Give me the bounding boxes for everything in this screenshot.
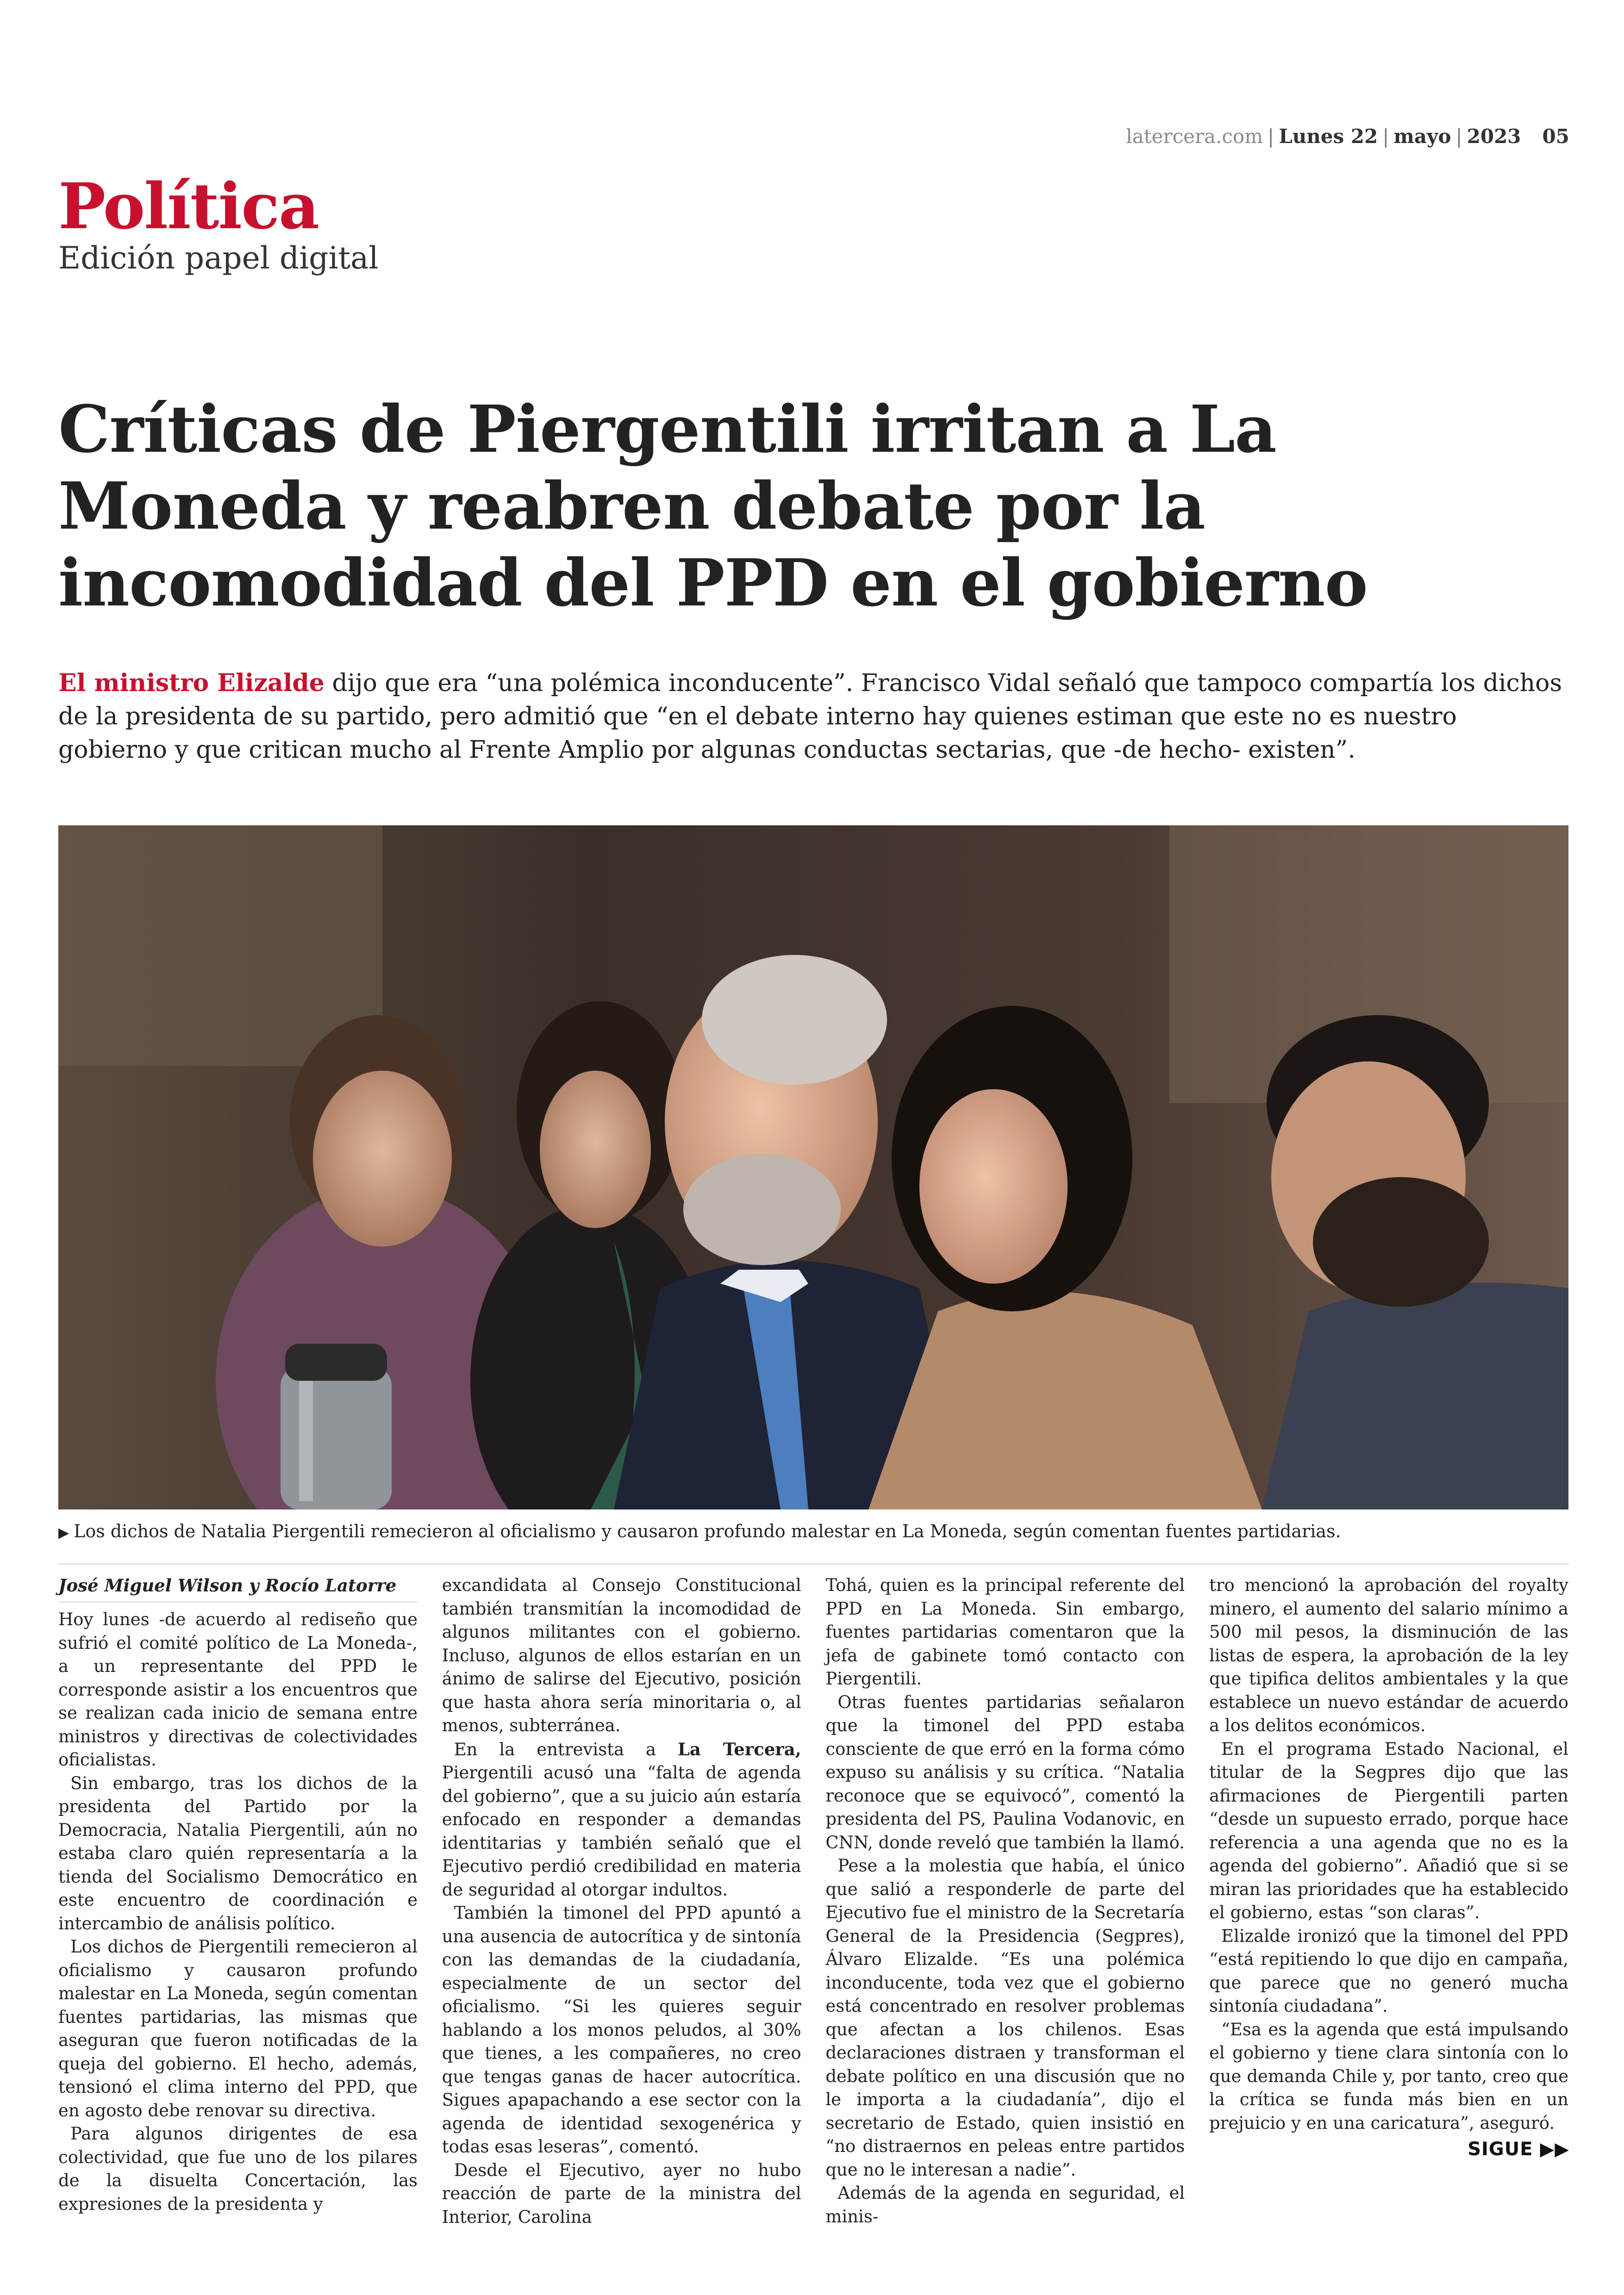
paragraph-rest: Piergentili acusó una “falta de agenda del gobierno”, que a su juicio aún estaría enfocado en responder a demandas identitarias y también señaló que el Ejecutivo perdió credibilidad en materia de seguridad al otorgar indultos. — [442, 1763, 801, 1900]
body-column-3 — [825, 1574, 1185, 2226]
lede-text: dijo que era “una polémica inconducente”. Francisco Vidal señaló que tampoco compartía los dichos de la presidenta de su partido, pero admitió que “en el debate interno hay quienes estiman que este no es nuestro gobierno y que critican mucho al Frente Amplio por algunas conductas sectarias, que -de hecho- existen”. — [58, 669, 1562, 764]
paragraph: También la timonel del PPD apuntó a una ausencia de autocrítica y de sintonía con las demandas de la ciudadanía, especialmente de un sector del oficialismo. “Si les quieres seguir hablando a los monos peludos, al 30% que tienes, a les compañeres, no creo que tengas ganas de hacer autocrítica. Sigues apapachando a ese sector con la agenda de identidad sexogenérica y todas esas leseras”, comentó. — [442, 1903, 801, 2157]
paragraph: Además de la agenda en seguridad, el minis- — [825, 2183, 1185, 2226]
paragraph: Para algunos dirigentes de esa colectividad, que fue uno de los pilares de la disuelta Concertación, las expresiones de la presidenta y — [58, 2124, 418, 2214]
paragraph: Otras fuentes partidarias señalaron que la timonel del PPD estaba consciente de que erró en la forma cómo expuso su análisis y su crítica. “Natalia reconoce que se equivocó”, comentó la presidenta del PS, Paulina Vodanovic, en CNN, donde reveló que también la llamó. — [825, 1692, 1185, 1852]
paragraph: Elizalde ironizó que la timonel del PPD “está repitiendo lo que dijo en campaña, que parece que no generó mucha sintonía ciudadana”. — [1209, 1926, 1568, 2016]
caption-text: Los dichos de Natalia Piergentili remecieron al oficialismo y causaron profundo malestar en La Moneda, según comentan fuentes partidarias. — [74, 1521, 1341, 1541]
paragraph: “Esa es la agenda que está impulsando el gobierno y tiene clara sintonía con lo que demanda Chile y, por tanto, creo que la crítica se funda más bien en un prejuicio y en una caricatura”, aseguró. — [1209, 2019, 1568, 2133]
article-lede — [58, 667, 1568, 767]
continue-link[interactable]: SIGUE ▶▶ — [1468, 2139, 1569, 2160]
masthead-year: 2023 — [1467, 125, 1521, 148]
paragraph: tro mencionó la aprobación del royalty minero, el aumento del salario mínimo a 500 mil pesos, la disminución de las listas de espera, la aprobación de la ley que tipifica delitos ambientales y la que establece un nuevo estándar de acuerdo a los delitos económicos. — [1209, 1575, 1568, 1735]
paragraph-start: En la entrevista a — [454, 1739, 656, 1759]
paragraph: Sin embargo, tras los dichos de la presidenta del Partido por la Democracia, Natalia Piergentili, aún no estaba claro quién representaría a la tienda del Socialismo Democrático en este encuentro de coordinación e intercambio de análisis político. — [58, 1773, 418, 1933]
lede-lead: El ministro Elizalde — [58, 669, 325, 697]
article-headline: Críticas de Piergentili irritan a La Moneda y reabren debate por la incomodidad del PPD en el gobierno — [58, 392, 1368, 621]
body-column-1 — [58, 1574, 418, 2214]
masthead-day: Lunes 22 — [1279, 125, 1378, 148]
body-column-2 — [442, 1574, 801, 2227]
paragraph: Pese a la molestia que había, el único que salió a responderle de parte del Ejecutivo fue el ministro de la Secretaría General de la Presidencia (Segpres), Álvaro Elizalde. “Es una polémica inconducente, toda vez que el gobierno está concentrado en resolver problemas que afectan a los chilenos. Esas declaraciones distraen y transforman el debate político en una discusión que no le importa a la ciudadanía”, dijo el secretario de Estado, quien insistió en “no distraernos en peleas entre partidos que no le interesan a nadie”. — [825, 1856, 1185, 2180]
divider — [58, 1564, 1568, 1565]
page-number: 05 — [1542, 125, 1569, 148]
photo-caption — [58, 1520, 1568, 1545]
paragraph: Desde el Ejecutivo, ayer no hubo reacción de parte de la ministra del Interior, Carolina — [442, 2160, 801, 2227]
masthead-month: mayo — [1393, 125, 1451, 148]
body-column-4 — [1209, 1574, 1568, 2185]
paragraph: excandidata al Consejo Constitucional también transmitían la incomodidad de algunos militantes con el gobierno. Incluso, algunos de ellos estarían en un ánimo de salirse del Ejecutivo, posición que hasta ahora sería minoritaria o, al menos, subterránea. — [442, 1575, 801, 1735]
paragraph: Hoy lunes -de acuerdo al rediseño que sufrió el comité político de La Moneda-, a un representante del PPD le corresponde asistir a los encuentros que se realizan cada inicio de semana entre ministros y directivas de colectividades oficialistas. — [58, 1609, 418, 1770]
paragraph: En el programa Estado Nacional, el titular de la Segpres dijo que las afirmaciones de Piergentili parten “desde un supuesto errado, porque hace referencia a una agenda que no es la agenda del gobierno”. Añadió que si se miran las prioridades que ha establecido el gobierno, estas “son claras”. — [1209, 1739, 1568, 1922]
photo-illustration — [58, 825, 1568, 1509]
article-body — [58, 1574, 1568, 2227]
masthead-site[interactable]: latercera.com — [1126, 125, 1263, 148]
section-title: Política — [58, 169, 319, 243]
paragraph: Tohá, quien es la principal referente del PPD en La Moneda. Sin embargo, fuentes partidarias comentaron que la jefa de gabinete tomó contacto con Piergentili. — [825, 1575, 1185, 1689]
section-subtitle: Edición papel digital — [58, 240, 379, 276]
section-header — [58, 169, 379, 276]
paragraph: Los dichos de Piergentili remecieron al oficialismo y causaron profundo malestar en La Moneda, según comentan fuentes partidarias, las mismas que aseguran que fueron notificadas de la queja del gobierno. El hecho, además, tensionó el clima interno del PPD, que en agosto debe renovar su directiva. — [58, 1937, 418, 2120]
article-photo — [58, 825, 1568, 1509]
paragraph — [442, 1738, 801, 1902]
byline: José Miguel Wilson y Rocío Latorre — [58, 1574, 418, 1603]
newspaper-name: La Tercera, — [677, 1739, 801, 1759]
caption-arrow-icon: ▶ — [58, 1525, 69, 1541]
masthead: latercera.com | Lunes 22 | mayo | 2023 05 — [1126, 125, 1569, 148]
